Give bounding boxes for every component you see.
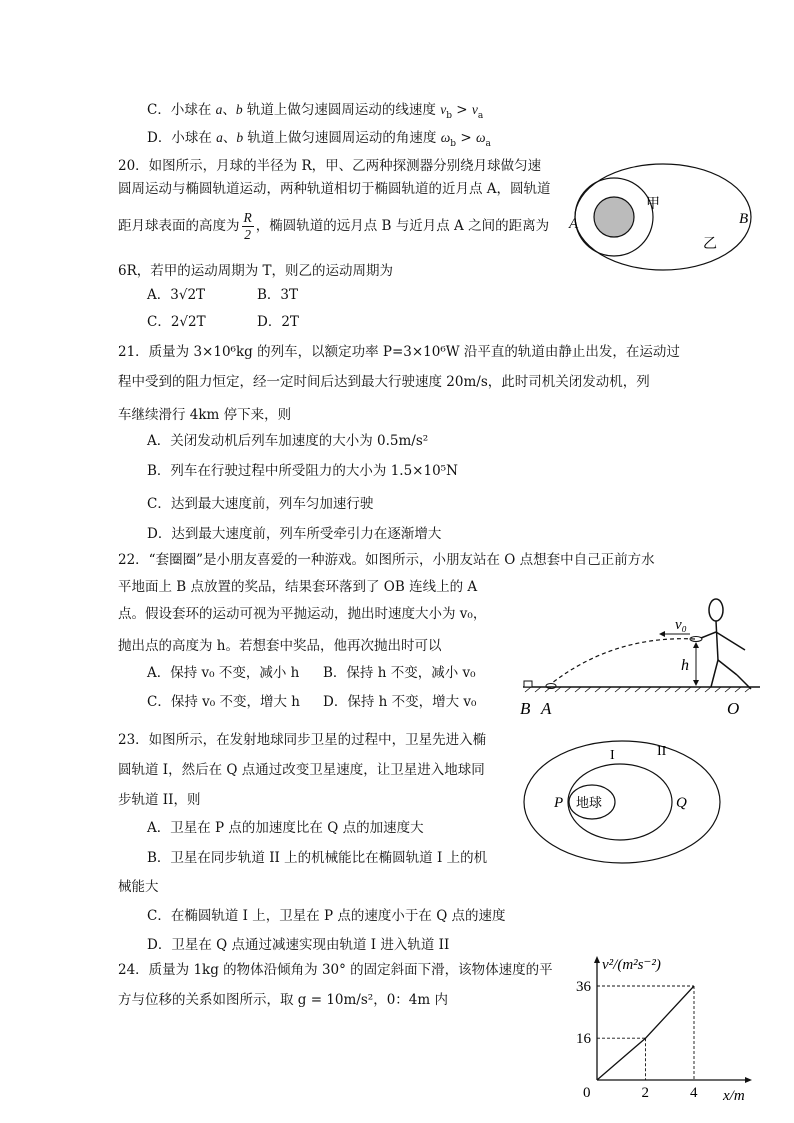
- q22-label-a: A: [541, 699, 552, 718]
- q24-v2-x-chart: [575, 950, 765, 1110]
- q22-option-b: B．保持 h 不变，减小 v₀: [323, 665, 476, 681]
- q23-option-b-1: B．卫星在同步轨道 II 上的机械能比在椭圆轨道 I 上的机: [147, 850, 488, 866]
- q20-line-2: 圆周运动与椭圆轨道运动，两种轨道相切于椭圆轨道的近月点 A，圆轨道: [118, 181, 551, 197]
- q23-label-p: P: [554, 795, 564, 811]
- q22-trajectory: [552, 639, 695, 683]
- q22-prize-box: [524, 681, 532, 687]
- q20-line-3a: 距月球表面的高度为: [118, 218, 240, 234]
- x-axis-arrowhead: [745, 1077, 752, 1083]
- q23-line-1: 23．如图所示，在发射地球同步卫星的过程中，卫星先进入椭: [118, 732, 487, 748]
- q23-option-c: C．在椭圆轨道 I 上，卫星在 P 点的速度小于在 Q 点的速度: [147, 908, 506, 924]
- q23-satellite-orbit-figure: [520, 735, 730, 875]
- q19-option-c: C．小球在 a、b 轨道上做匀速圆周运动的线速度 $v_b > v_a$: [147, 102, 484, 121]
- q20-label-jia: 甲: [646, 197, 660, 212]
- q21-line-3: 车继续滑行 4km 停下来，则: [118, 407, 292, 423]
- q19-option-d: D．小球在 a、b 轨道上做匀速圆周运动的角速度 $\omega_b > \omega_a$: [147, 130, 491, 149]
- q24-line-2: 方与位移的关系如图所示，取 g = 10m/s²，0：4m 内: [118, 992, 448, 1008]
- y-tick-label-16: 16: [576, 1031, 591, 1048]
- q20-orbit-figure: [566, 160, 766, 280]
- q23-line-3: 步轨道 II，则: [118, 792, 201, 808]
- q21-line-1: 21．质量为 3×10⁶kg 的列车，以额定功率 P=3×10⁶W 沿平直的轨道由静止出发，在运动过: [118, 344, 680, 360]
- q22-line-3: 点。假设套环的运动可视为平抛运动，抛出时速度大小为 v₀，: [118, 606, 487, 622]
- q22-line-1: 22．“套圈圈”是小朋友喜爱的一种游戏。如图所示，小朋友站在 O 点想套中自己正前方水: [118, 552, 655, 568]
- q22-line-4: 抛出点的高度为 h。若想套中奖品，他再次抛出时可以: [118, 638, 442, 654]
- q23-line-2: 圆轨道 I，然后在 Q 点通过改变卫星速度，让卫星进入地球同: [118, 762, 485, 778]
- x-tick-label-0: 0: [583, 1085, 591, 1101]
- q21-option-d: D．达到最大速度前，列车所受牵引力在逐渐增大: [147, 526, 442, 542]
- q21-option-b: B．列车在行驶过程中所受阻力的大小为 1.5×10⁵N: [147, 463, 458, 479]
- q21-option-a: A．关闭发动机后列车加速度的大小为 0.5m/s²: [147, 433, 429, 449]
- q20-label-yi: 乙: [703, 237, 717, 252]
- q24-line-1: 24．质量为 1kg 的物体沿倾角为 30° 的固定斜面下滑，该物体速度的平: [118, 962, 553, 978]
- q20-frac-den: 2: [244, 227, 251, 242]
- q22-child-figure: [701, 599, 751, 689]
- q22-option-a: A．保持 v₀ 不变，减小 h: [147, 665, 300, 681]
- q23-label-earth: 地球: [576, 795, 603, 810]
- q23-label-i: I: [610, 748, 615, 763]
- q22-height-arrowhead-top: [693, 642, 699, 648]
- q22-label-v0: v₀: [675, 617, 687, 633]
- q20-frac-num: R: [243, 210, 252, 225]
- q20-moon-icon: [594, 197, 634, 237]
- q20-label-a: A: [569, 216, 579, 232]
- q20-line-1: 20．如图所示，月球的半径为 R，甲、乙两种探测器分别绕月球做匀速: [118, 158, 542, 174]
- q23-label-q: Q: [676, 795, 687, 811]
- y-tick-label-36: 36: [576, 979, 591, 995]
- q20-line-4: 6R，若甲的运动周期为 T，则乙的运动周期为: [118, 263, 394, 279]
- q21-line-2: 程中受到的阻力恒定，经一定时间后达到最大行驶速度 20m/s，此时司机关闭发动机，列: [118, 374, 650, 390]
- q22-label-o: O: [727, 699, 740, 718]
- q20-label-b: B: [739, 211, 749, 227]
- q22-option-c: C．保持 v₀ 不变，增大 h: [147, 694, 300, 710]
- q23-option-a: A．卫星在 P 点的加速度比在 Q 点的加速度大: [147, 820, 424, 836]
- y-axis-arrowhead: [594, 956, 600, 963]
- q22-v0-arrowhead: [659, 631, 665, 637]
- q22-label-h: h: [681, 657, 689, 674]
- q22-label-b: B: [520, 699, 531, 718]
- q22-option-d: D．保持 h 不变，增大 v₀: [323, 694, 477, 710]
- q20-line-3b: ，椭圆轨道的远月点 B 与近月点 A 之间的距离为: [255, 218, 550, 234]
- q23-option-d: D．卫星在 Q 点通过减速实现由轨道 I 进入轨道 II: [147, 937, 450, 953]
- q20-option-d: D．2T: [257, 314, 299, 330]
- q20-option-b: B．3T: [257, 287, 299, 303]
- q20-option-a: A．3√2T: [147, 287, 206, 303]
- q23-label-ii: II: [657, 744, 667, 759]
- x-tick-label-4: 4: [690, 1085, 698, 1101]
- q20-line-3: [118, 210, 549, 243]
- q22-height-arrowhead-bottom: [693, 680, 699, 686]
- q22-ring-toss-figure: [515, 590, 775, 720]
- q20-option-c: C．2√2T: [147, 314, 206, 330]
- x-axis-label: x/m: [723, 1088, 745, 1104]
- x-tick-label-2: 2: [641, 1085, 649, 1101]
- q20-fraction: [242, 210, 254, 243]
- q22-line-2: 平地面上 B 点放置的奖品，结果套环落到了 OB 连线上的 A: [118, 579, 478, 595]
- y-axis-label: v²/(m²s⁻²): [602, 957, 661, 973]
- q23-option-b-2: 械能大: [118, 879, 159, 895]
- q21-option-c: C．达到最大速度前，列车匀加速行驶: [147, 496, 374, 512]
